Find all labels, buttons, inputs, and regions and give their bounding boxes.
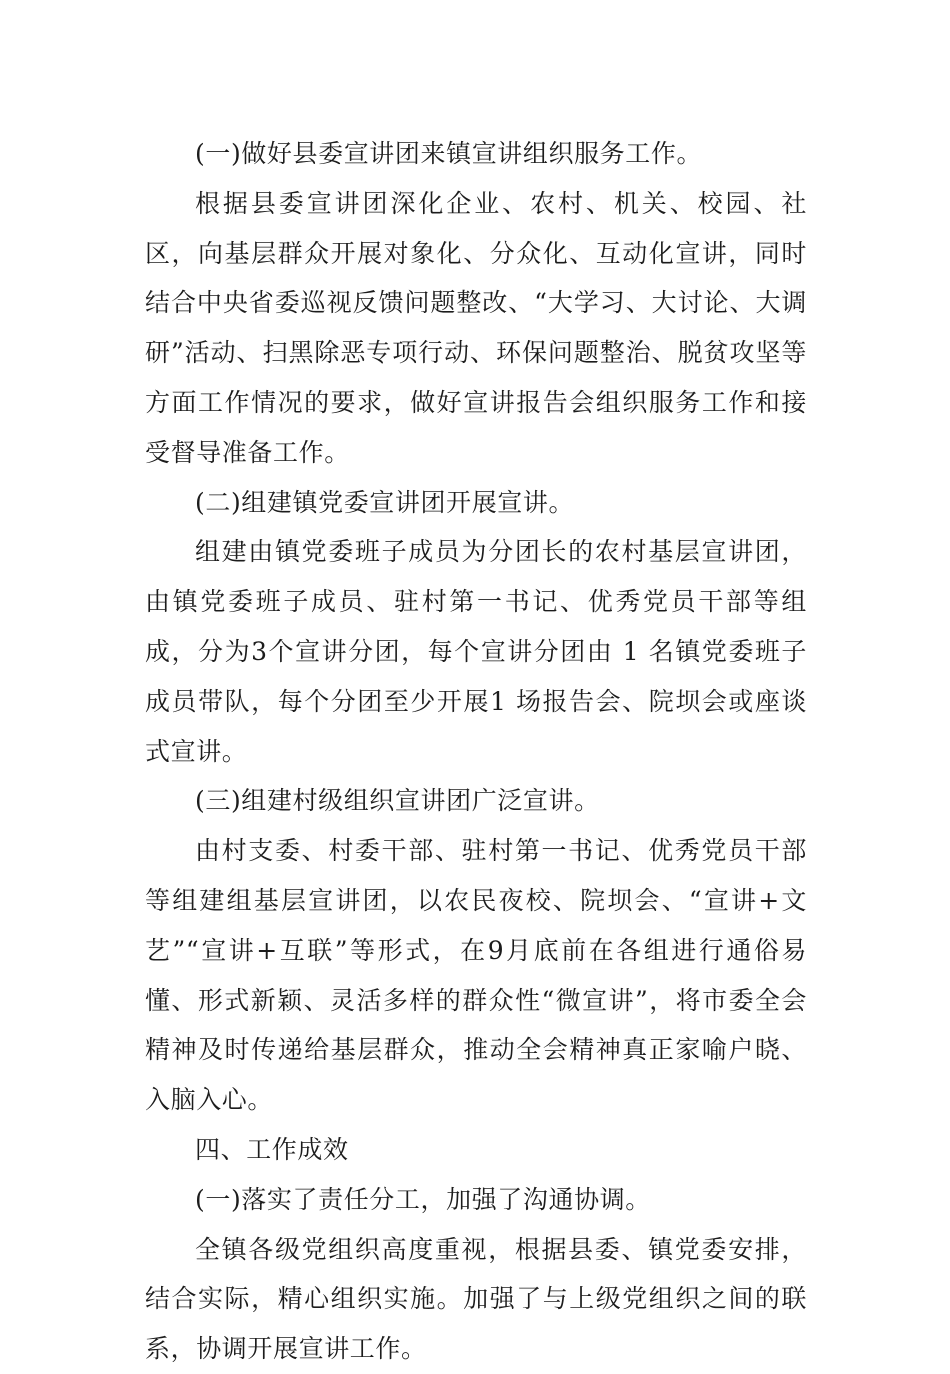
section-heading-3: (三)组建村级组织宣讲团广泛宣讲。 [195,786,600,816]
body-paragraph: 全镇各级党组织高度重视，根据县委、镇党委安排，结合实际，精心组织实施。加强了与上级党组织之间的联系，协调开展宣讲工作。 [145,1234,807,1364]
body-paragraph: 由村支委、村委干部、驻村第一书记、优秀党员干部等组建组基层宣讲团，以农民夜校、院坝会、“宣讲+文艺”“宣讲+互联”等形式，在9月底前在各组进行通俗易懂、形式新颖、灵活多样的群众性“微宣讲”，将市委全会精神及时传递给基层群众，推动全会精神真正家喻户晓、入脑入心。 [145,836,807,1115]
section-heading-4: (一)落实了责任分工，加强了沟通协调。 [195,1184,651,1214]
chapter-heading: 四、工作成效 [195,1134,349,1164]
document-body [145,129,807,1374]
body-paragraph: 根据县委宣讲团深化企业、农村、机关、校园、社区，向基层群众开展对象化、分众化、互动化宣讲，同时结合中央省委巡视反馈问题整改、“大学习、大讨论、大调研”活动、扫黑除恶专项行动、环保问题整治、脱贫攻坚等方面工作情况的要求，做好宣讲报告会组织服务工作和接受督导准备工作。 [145,188,807,467]
section-heading-1: (一)做好县委宣讲团来镇宣讲组织服务工作。 [195,139,703,168]
section-heading-2: (二)组建镇党委宣讲团开展宣讲。 [195,487,575,517]
body-paragraph: 组建由镇党委班子成员为分团长的农村基层宣讲团，由镇党委班子成员、驻村第一书记、优秀党员干部等组成，分为3个宣讲分团，每个宣讲分团由 1 名镇党委班子成员带队，每个分团至少开展1 场报告会、院坝会或座谈式宣讲。 [145,537,807,766]
